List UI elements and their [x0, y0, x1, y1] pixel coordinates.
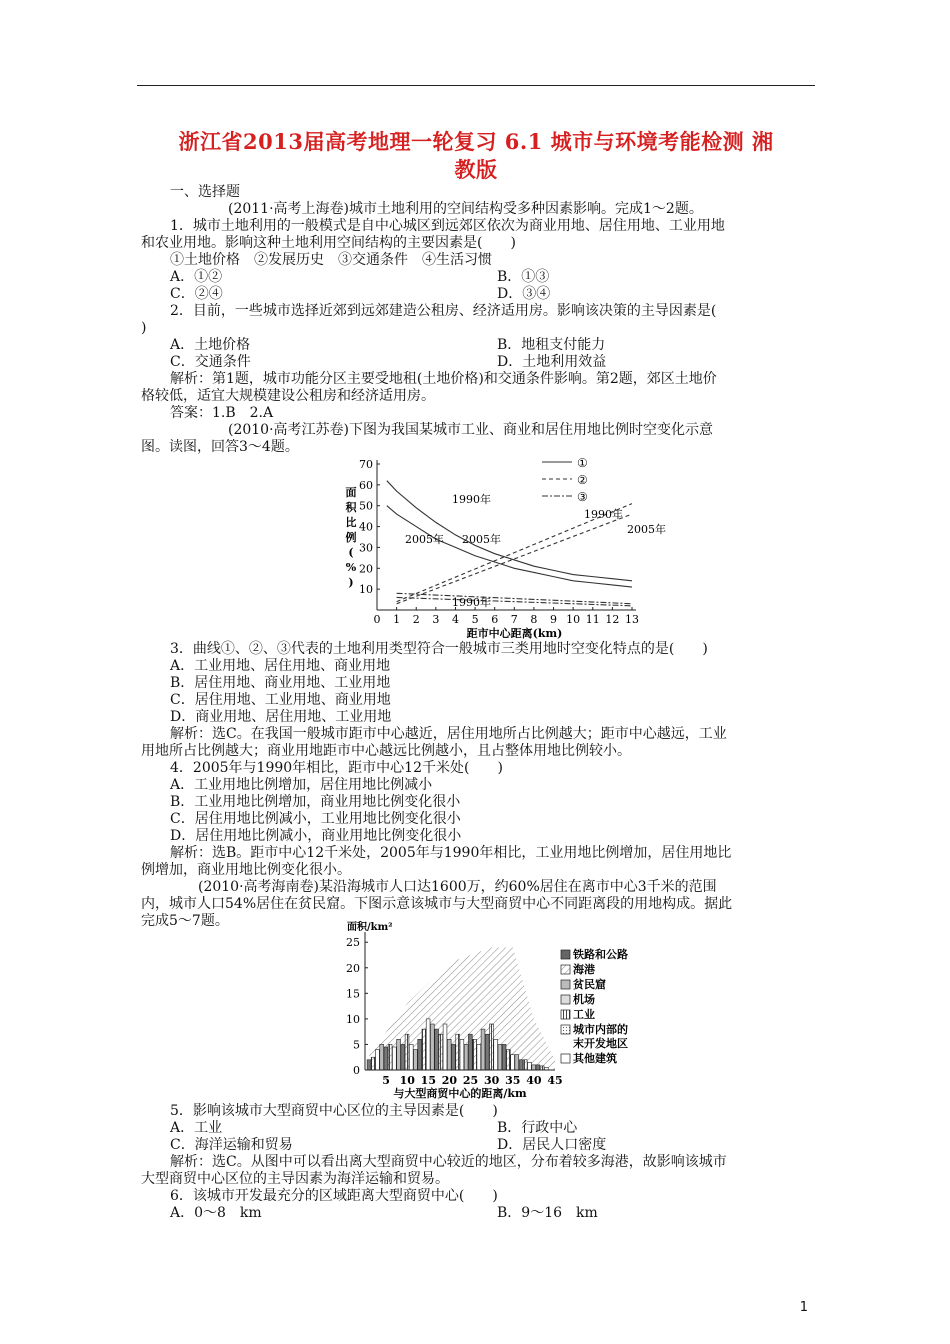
text-line: 大型商贸中心区位的主导因素为海洋运输和贸易。: [141, 1171, 449, 1187]
x-tick-label: 4: [451, 613, 459, 626]
header-rule: [137, 85, 815, 86]
text-line: C．②④: [170, 286, 223, 302]
distance-bar: [397, 1039, 401, 1070]
text-line: (2011·高考上海卷)城市土地利用的空间结构受多种因素影响。完成1～2题。: [228, 201, 703, 217]
x-tick-label: 13: [625, 613, 639, 626]
text-line: 内，城市人口54%居住在贫民窟。下图示意该城市与大型商贸中心不同距离段的用地构成。据此: [141, 896, 733, 912]
legend-label: 工业: [573, 1008, 595, 1021]
y-tick-label: 60: [359, 478, 373, 492]
distance-bar: [464, 1044, 468, 1070]
y-tick-label: 50: [359, 499, 373, 513]
text-line: C．海洋运输和贸易: [170, 1137, 293, 1153]
distance-bar: [456, 1034, 460, 1070]
text-line: ): [141, 320, 147, 336]
y-tick-label: 15: [346, 987, 360, 1001]
legend-swatch: [561, 1054, 570, 1063]
text-line: D．商业用地、居住用地、工业用地: [170, 709, 392, 725]
text-line: B．工业用地比例增加，商业用地比例变化很小: [170, 794, 461, 810]
y-tick-label: 40: [359, 520, 373, 534]
text-line: C．居住用地、工业用地、商业用地: [170, 692, 391, 708]
distance-bar: [468, 1034, 472, 1070]
distance-bar: [443, 1024, 447, 1070]
legend-swatch: [561, 980, 570, 989]
text-line: 解析：第1题，城市功能分区主要受地租(土地价格)和交通条件影响。第2题，郊区土地价: [170, 371, 717, 387]
y-axis-label-char: 比: [345, 516, 357, 529]
text-line: B．①③: [497, 269, 550, 285]
text-line: 解析：选C。在我国一般城市距市中心越近，居住用地所占比例越大；距市中心越远，工业: [170, 726, 727, 742]
annotation-label: 2005年: [405, 533, 444, 546]
x-tick-label: 0: [373, 613, 381, 626]
text-line: D．土地利用效益: [497, 354, 607, 370]
distance-bar: [460, 1039, 464, 1070]
distance-bar: [409, 1044, 413, 1070]
text-line: A．工业用地、居住用地、商业用地: [170, 658, 391, 674]
x-tick-label: 1: [393, 613, 401, 626]
legend-label: 铁路和公路: [573, 948, 628, 961]
text-line: 4．2005年与1990年相比，距市中心12千米处( ): [170, 760, 503, 776]
legend-swatch: [561, 950, 570, 959]
x-tick-label: 6: [491, 613, 499, 626]
legend-label: ①: [577, 456, 588, 470]
distance-bar: [452, 1044, 456, 1070]
x-tick-label: 40: [526, 1074, 542, 1087]
y-tick-label: 20: [359, 562, 373, 576]
distance-bar: [376, 1050, 380, 1070]
distance-bar: [540, 1066, 544, 1070]
y-axis-label: 面积/km²: [347, 922, 393, 933]
legend-label: 机场: [573, 993, 595, 1006]
x-tick-label: 5: [382, 1074, 390, 1087]
land-use-line-chart: [337, 452, 666, 640]
text-line: 例增加，商业用地比例变化很小。: [141, 862, 351, 878]
text-line: 5．影响该城市大型商贸中心区位的主导因素是( ): [170, 1103, 498, 1119]
distance-bar: [388, 1044, 392, 1070]
text-line: B．行政中心: [497, 1120, 578, 1136]
distance-bar: [414, 1050, 418, 1070]
legend-swatch: [561, 965, 570, 974]
text-line: C．居住用地比例减小，工业用地比例变化很小: [170, 811, 461, 827]
document-title-continued: 教版: [454, 157, 498, 182]
text-line: 1．城市土地利用的一般模式是自中心城区到远郊区依次为商业用地、居住用地、工业用地: [170, 218, 725, 234]
page-number: 1: [799, 1300, 808, 1315]
distance-bar: [498, 1044, 502, 1070]
document-title: 浙江省2013届高考地理一轮复习 6.1 城市与环境考能检测 湘: [178, 129, 774, 154]
distance-bar: [392, 1047, 396, 1070]
text-line: 2．目前，一些城市选择近郊到远郊建造公租房、经济适用房。影响该决策的主导因素是(: [170, 303, 717, 319]
text-line: A．土地价格: [170, 337, 251, 353]
distance-bar: [523, 1060, 527, 1070]
x-tick-label: 30: [484, 1074, 500, 1087]
annotation-label: 2005年: [462, 533, 501, 546]
legend-swatch: [561, 1025, 570, 1034]
text-line: A．①②: [170, 269, 223, 285]
text-line: 图。读图，回答3～4题。: [141, 439, 299, 455]
y-tick-label: 30: [359, 541, 373, 555]
text-line: A．0～8 km: [170, 1205, 262, 1221]
text-line: 完成5～7题。: [141, 913, 229, 929]
text-line: 6．该城市开发最充分的区域距离大型商贸中心( ): [170, 1188, 498, 1204]
text-line: D．居民人口密度: [497, 1137, 607, 1153]
y-axis-label-char: 积: [345, 501, 357, 514]
distance-bar: [380, 1044, 384, 1070]
x-tick-label: 45: [547, 1074, 563, 1087]
distance-bar: [405, 1034, 409, 1070]
legend-label: ③: [577, 490, 588, 504]
text-line: B．居住用地、商业用地、工业用地: [170, 675, 391, 691]
distance-bar: [528, 1062, 532, 1070]
text-line: D．③④: [497, 286, 551, 302]
x-tick-label: 2: [412, 613, 420, 626]
distance-bar: [502, 1044, 506, 1070]
distance-bar: [430, 1024, 434, 1070]
legend-swatch: [561, 1010, 570, 1019]
distance-bar: [439, 1034, 443, 1070]
distance-bar: [481, 1029, 485, 1070]
distance-bar: [473, 1039, 477, 1070]
distance-bar: [532, 1065, 536, 1070]
series-line: [397, 514, 632, 604]
y-tick-label: 10: [346, 1012, 360, 1026]
text-line: C．交通条件: [170, 354, 251, 370]
annotation-label: 1990年: [452, 493, 491, 506]
text-line: B．地租支付能力: [497, 337, 606, 353]
text-line: (2010·高考海南卷)某沿海城市人口达1600万，约60%居住在离市中心3千米的范围: [198, 879, 717, 895]
x-tick-label: 25: [462, 1074, 479, 1087]
y-axis-label-char: (: [348, 546, 354, 559]
distance-bar: [485, 1034, 489, 1070]
x-tick-label: 8: [530, 613, 538, 626]
legend-label: 城市内部的: [573, 1023, 628, 1036]
distance-bar: [511, 1055, 515, 1070]
distance-bar: [506, 1050, 510, 1070]
x-axis-label: 距市中心距离(km): [466, 627, 563, 640]
annotation-label: 1990年: [584, 508, 623, 521]
distance-bar: [519, 1060, 523, 1070]
distance-bar: [418, 1039, 422, 1070]
distance-bar: [477, 1044, 481, 1070]
x-tick-label: 3: [432, 613, 440, 626]
y-axis-label-char: %: [345, 561, 357, 574]
distance-bar: [371, 1057, 375, 1070]
legend-label: 其他建筑: [573, 1052, 617, 1065]
legend-swatch: [561, 995, 570, 1004]
land-composition-bar-chart: [337, 918, 657, 1100]
text-line: ①土地价格 ②发展历史 ③交通条件 ④生活习惯: [170, 252, 492, 268]
text-line: 3．曲线①、②、③代表的土地利用类型符合一般城市三类用地时空变化特点的是( ): [170, 641, 708, 657]
text-line: 用地所占比例越大；商业用地距市中心越远比例越小，且占整体用地比例较小。: [141, 743, 631, 759]
text-line: 解析：选C。从图中可以看出离大型商贸中心较近的地区，分布着较多海港，故影响该城市: [170, 1154, 727, 1170]
y-tick-label: 20: [346, 961, 360, 975]
x-tick-label: 15: [420, 1074, 436, 1087]
distance-bar: [515, 1055, 519, 1070]
y-tick-label: 5: [353, 1038, 360, 1052]
text-line: D．居住用地比例减小，商业用地比例变化很小: [170, 828, 462, 844]
text-line: A．工业用地比例增加，居住用地比例减小: [170, 777, 433, 793]
text-line: 答案：1.B 2.A: [170, 405, 274, 421]
distance-bar: [367, 1060, 371, 1070]
legend-label: ②: [577, 473, 588, 487]
y-axis-label-char: 例: [345, 531, 357, 544]
x-tick-label: 10: [399, 1074, 415, 1087]
y-axis-label-char: 面: [345, 486, 357, 499]
distance-bar: [435, 1029, 439, 1070]
legend-label: 贫民窟: [573, 978, 606, 991]
y-tick-label: 70: [359, 458, 373, 471]
x-tick-label: 20: [441, 1074, 458, 1087]
x-tick-label: 7: [510, 613, 518, 626]
text-line: (2010·高考江苏卷)下图为我国某城市工业、商业和居住用地比例时空变化示意: [228, 422, 714, 438]
distance-bar: [490, 1024, 494, 1070]
y-axis-label-char: ): [348, 576, 354, 589]
x-tick-label: 35: [505, 1074, 521, 1087]
legend-label: 末开发地区: [573, 1037, 628, 1050]
y-tick-label: 0: [353, 1064, 360, 1077]
text-line: 一、选择题: [170, 184, 240, 200]
distance-bar: [384, 1047, 388, 1070]
annotation-label: 2005年: [627, 523, 666, 536]
x-tick-label: 10: [566, 613, 581, 626]
distance-bar: [536, 1065, 540, 1070]
distance-bar: [401, 1044, 405, 1070]
legend-label: 海港: [573, 963, 595, 976]
distance-bar: [447, 1039, 451, 1070]
distance-bar: [422, 1029, 426, 1070]
distance-bar: [494, 1039, 498, 1070]
x-tick-label: 12: [605, 613, 620, 626]
x-tick-label: 11: [585, 613, 600, 626]
text-line: 和农业用地。影响这种土地利用空间结构的主要因素是( ): [141, 235, 516, 251]
x-tick-label: 9: [550, 613, 558, 626]
x-tick-label: 5: [471, 613, 479, 626]
annotation-label: 1990年: [452, 596, 491, 609]
text-line: B．9～16 km: [497, 1205, 598, 1221]
y-tick-label: 10: [359, 583, 373, 597]
text-line: 格较低，适宜大规模建设公租房和经济适用房。: [141, 388, 435, 404]
text-line: 解析：选B。距市中心12千米处，2005年与1990年相比，工业用地比例增加，居住用地比: [170, 845, 732, 861]
y-tick-label: 25: [346, 936, 360, 950]
x-axis-label: 与大型商贸中心的距离/km: [393, 1087, 527, 1100]
distance-bar: [426, 1019, 430, 1070]
text-line: A．工业: [170, 1120, 223, 1136]
